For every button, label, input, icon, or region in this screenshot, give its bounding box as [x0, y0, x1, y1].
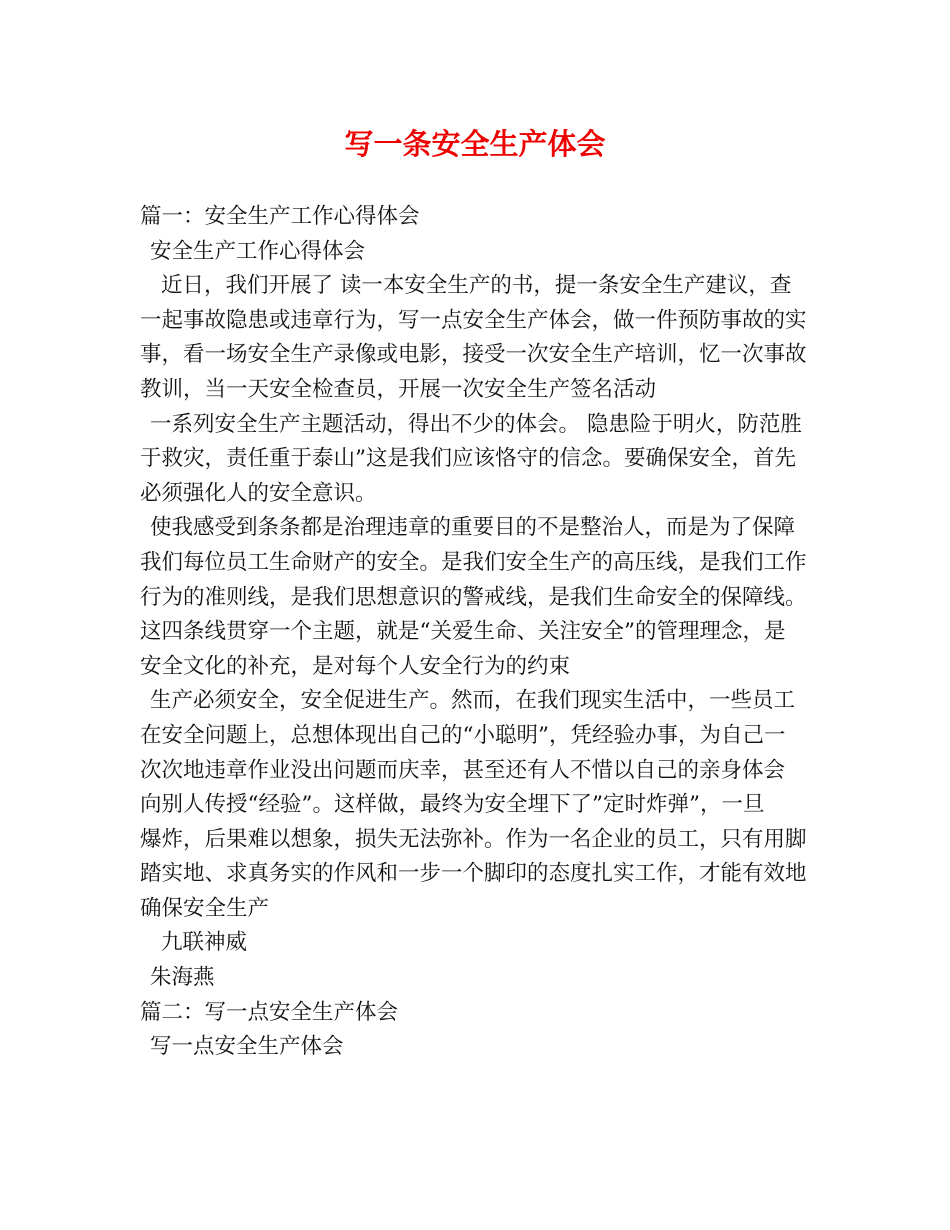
text-line: 安全生产工作心得体会 [150, 238, 366, 264]
document-body [140, 200, 816, 1065]
text-line: 使我感受到条条都是治理违章的重要目的不是整治人，而是为了保障 [150, 515, 796, 541]
text-line: 朱海燕 [150, 965, 215, 991]
text-line: 行为的准则线，是我们思想意识的警戒线，是我们生命安全的保障线。 [140, 584, 807, 610]
text-line: 在安全问题上，总想体现出自己的“小聪明”，凭经验办事，为自己一 [140, 722, 786, 748]
text-line: 次次地违章作业没出问题而庆幸，甚至还有人不惜以自己的亲身体会 [140, 757, 786, 783]
text-line: 向别人传授“经验”。这样做，最终为安全埋下了”定时炸弹”，一旦 [140, 792, 765, 818]
text-line: 一起事故隐患或违章行为，写一点安全生产体会，做一件预防事故的实 [140, 307, 807, 333]
text-line: 这四条线贯穿一个主题，就是“关爱生命、关注安全”的管理理念，是 [140, 619, 786, 645]
text-line: 于救灾，责任重于泰山”这是我们应该恪守的信念。要确保安全，首先 [140, 446, 796, 472]
text-line: 确保安全生产 [140, 895, 270, 921]
text-line: 踏实地、求真务实的作风和一步一个脚印的态度扎实工作，才能有效地 [140, 861, 807, 887]
text-line: 九联神威 [161, 930, 248, 956]
text-line: 安全文化的补充，是对每个人安全行为的约束 [140, 653, 571, 679]
text-line: 一系列安全生产主题活动，得出不少的体会。 隐患险于明火，防范胜 [150, 411, 802, 437]
text-line: 必须强化人的安全意识。 [140, 480, 377, 506]
text-line: 写一点安全生产体会 [150, 1034, 344, 1060]
text-line: 生产必须安全，安全促进生产。然而，在我们现实生活中，一些员工 [150, 688, 796, 714]
text-line: 篇二：写一点安全生产体会 [140, 999, 399, 1025]
text-line: 事，看一场安全生产录像或电影，接受一次安全生产培训，忆一次事故 [140, 342, 807, 368]
document-title: 写一条安全生产体会 [344, 127, 606, 161]
text-line: 我们每位员工生命财产的安全。是我们安全生产的高压线，是我们工作 [140, 549, 807, 575]
text-line: 爆炸，后果难以想象，损失无法弥补。作为一名企业的员工，只有用脚 [140, 826, 807, 852]
text-line: 近日，我们开展了 读一本安全生产的书，提一条安全生产建议，查 [161, 273, 792, 299]
text-line: 篇一：安全生产工作心得体会 [140, 204, 420, 229]
text-line: 教训，当一天安全检查员，开展一次安全生产签名活动 [140, 376, 657, 402]
